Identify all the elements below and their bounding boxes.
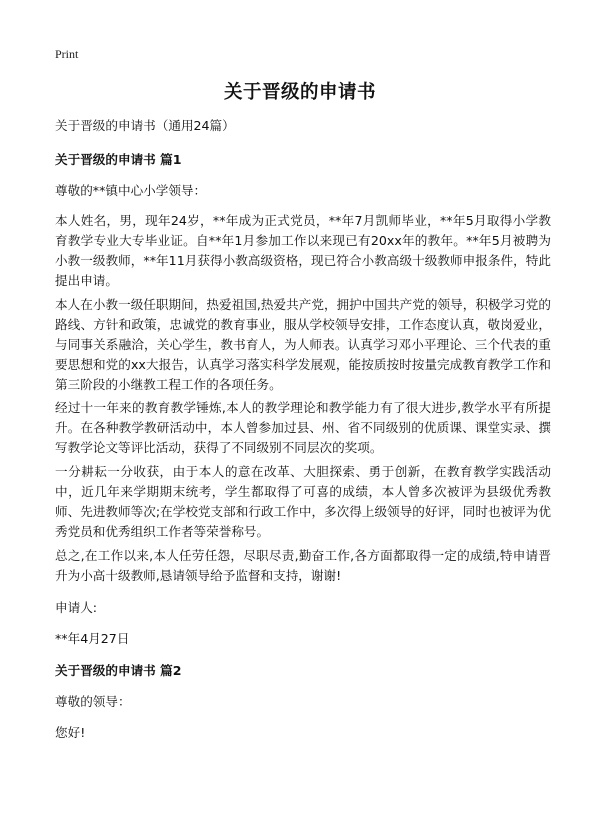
paragraph-5: 总之,在工作以来,本人任劳任怨，尽职尽责,勤奋工作,各方面都取得一定的成绩,特申请晋升为小高十级教师,恳请领导给予监督和支持，谢谢! xyxy=(55,548,551,583)
signature-date: **年4月27日 xyxy=(55,631,130,646)
paragraph-3: 经过十一年来的教育教学锤炼,本人的教学理论和教学能力有了很大进步,教学水平有所提升。在各种教学教研活动中，本人曾参加过县、州、省不同级别的优质课、课堂实录、撰写教学论文等评比活动，获得了不同级别不同层次的奖项。 xyxy=(55,400,551,455)
print-link[interactable]: Print xyxy=(55,47,79,61)
paragraph-1: 本人姓名，男，现年24岁，**年成为正式党员，**年7月凯师毕业，**年5月取得小学教育教学专业大专毕业证。自**年1月参加工作以来现已有20xx年的教年。**年5月被聘为小教一级教师，**年11月获得小教高级资格，现已符合小教高级十级教师申报条件，特此提出申请。 xyxy=(55,213,551,288)
paragraph-4: 一分耕耘一分收获，由于本人的意在改革、大胆探索、勇于创新，在教育教学实践活动中，近几年来学期期末统考，学生都取得了可喜的成绩，本人曾多次被评为县级优秀教师、先进教师等次;在学校党支部和行政工作中，多次得上级领导的好评，同时也被评为优秀党员和优秀组织工作者等荣誉称号。 xyxy=(55,464,551,539)
greeting-2: 您好! xyxy=(55,725,86,740)
section-heading-1: 关于晋级的申请书 篇1 xyxy=(55,152,182,167)
paragraph-2: 本人在小教一级任职期间，热爱祖国,热爱共产党，拥护中国共产党的领导，积极学习党的路线、方针和政策，忠诚党的教育事业，服从学校领导安排，工作态度认真，敬岗爱业，与同事关系融洽，关心学生，教书育人，为人师表。认真学习邓小平理论、三个代表的重要思想和党的xx大报告，认真学习落实科学发展观，能按质按时按量完成教育教学工作和第三阶段的小继教工程工作的各项任务。 xyxy=(55,297,551,392)
signature-label: 申请人: xyxy=(55,600,98,615)
page-title: 关于晋级的申请书 xyxy=(223,82,376,103)
salutation-1: 尊敬的**镇中心小学领导： xyxy=(55,183,207,198)
salutation-2: 尊敬的领导： xyxy=(55,694,131,709)
section-heading-2: 关于晋级的申请书 篇2 xyxy=(55,663,182,678)
document-subtitle: 关于晋级的申请书（通用24篇） xyxy=(55,118,235,133)
